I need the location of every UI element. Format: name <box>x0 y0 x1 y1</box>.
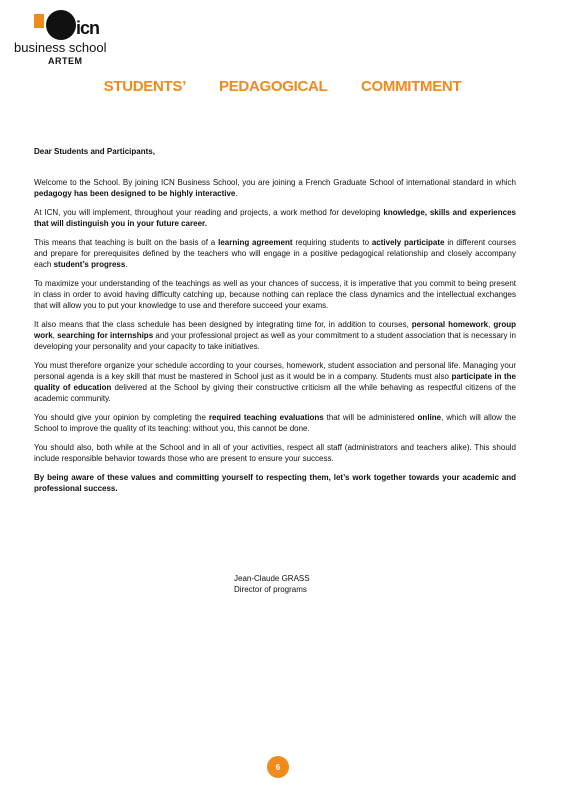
page-number-badge: 6 <box>267 756 289 778</box>
body-text: , which will allow the School to improve the quality of its teaching: without you, this cannot be done. <box>34 413 517 433</box>
letter-paragraph <box>34 412 516 434</box>
body-text: Welcome to the School. By joining ICN Business School, you are joining a French Graduate School of international standard in which <box>34 178 516 187</box>
paragraph-list <box>34 177 516 494</box>
letter-paragraph <box>34 177 516 199</box>
bold-text: pedagogy has been designed to be highly interactive <box>34 189 236 198</box>
letter-paragraph <box>34 319 516 352</box>
bold-text: group work <box>34 320 516 340</box>
signature-name: Jean-Claude GRASS <box>234 574 310 583</box>
bold-text: required teaching evaluations <box>208 413 324 422</box>
bold-text: learning agreement <box>218 238 293 247</box>
letter-paragraph <box>34 472 516 494</box>
logo-business-school: business school <box>14 40 107 55</box>
body-text: At ICN, you will implement, throughout your reading and projects, a work method for developing <box>34 208 384 217</box>
bold-text: online <box>417 413 442 422</box>
signature-role: Director of programs <box>234 585 307 594</box>
body-text: . <box>125 260 128 269</box>
signature-block <box>234 573 310 595</box>
bold-text: participate in the quality of education <box>34 372 516 392</box>
body-text: You must therefore organize your schedule according to your courses, homework, student association and personal life. Managing your personal agenda is a key skill that must be mastered in School just as it would be in a company. Students must also <box>34 361 516 381</box>
logo-artem: ARTEM <box>48 56 83 66</box>
bold-text: student’s progress <box>53 260 126 269</box>
logo-brand-text: icn <box>76 18 100 38</box>
body-text: , <box>52 331 58 340</box>
body-text: and your professional project as well as your commitment to a student association that is necessary in developing your personality and your capacity to take initiatives. <box>34 331 516 351</box>
bold-text: personal homework <box>411 320 489 329</box>
bold-text: knowledge, skills and experiences that will distinguish you in your future career. <box>34 208 516 228</box>
letter-paragraph <box>34 360 516 404</box>
body-text: , <box>488 320 494 329</box>
body-text: This means that teaching is built on the basis of a <box>34 238 219 247</box>
logo-mark-icon <box>34 10 114 40</box>
letter-paragraph <box>34 207 516 229</box>
bold-text: searching for internships <box>57 331 154 340</box>
body-text: You should also, both while at the School and in all of your activities, respect all staff (administrators and teachers alike). This should include responsible behavior towards those who are present to ensure your success. <box>34 443 516 463</box>
letter-paragraph <box>34 278 516 311</box>
logo-circle-shape <box>46 10 76 40</box>
body-text: To maximize your understanding of the teachings as well as your chances of success, it is imperative that you commit to being present in class in order to avoid having difficulty catching up, because nothing can replace the class dynamics and the intellectual exchanges that will allow you to put your knowledge to use and therefore succeed your exams. <box>34 279 516 310</box>
body-text: in different courses and prepare for prerequisites defined by the teachers who will engage in a positive pedagogical relationship and closely accompany each <box>34 238 516 269</box>
letter-paragraph <box>34 442 516 464</box>
letter-paragraph <box>34 237 516 270</box>
body-text: requiring students to <box>292 238 372 247</box>
body-text: It also means that the class schedule has been designed by integrating time for, in addition to courses, <box>34 320 412 329</box>
body-text: . <box>235 189 238 198</box>
school-logo <box>14 10 114 66</box>
page-title: STUDENTS’ PEDAGOGICAL COMMITMENT <box>103 78 462 95</box>
letter-body <box>34 146 516 502</box>
body-text: delivered at the School by giving their constructive criticism all the while behaving as respectful citizens of the academic community. <box>34 383 516 403</box>
salutation: Dear Students and Participants, <box>34 147 155 156</box>
bold-text: By being aware of these values and committing yourself to respecting them, let’s work together towards your academic and professional success. <box>34 473 516 493</box>
body-text: You should give your opinion by completing the <box>34 413 209 422</box>
bold-text: actively participate <box>371 238 445 247</box>
body-text: that will be administered <box>323 413 418 422</box>
logo-square-shape <box>34 14 44 28</box>
